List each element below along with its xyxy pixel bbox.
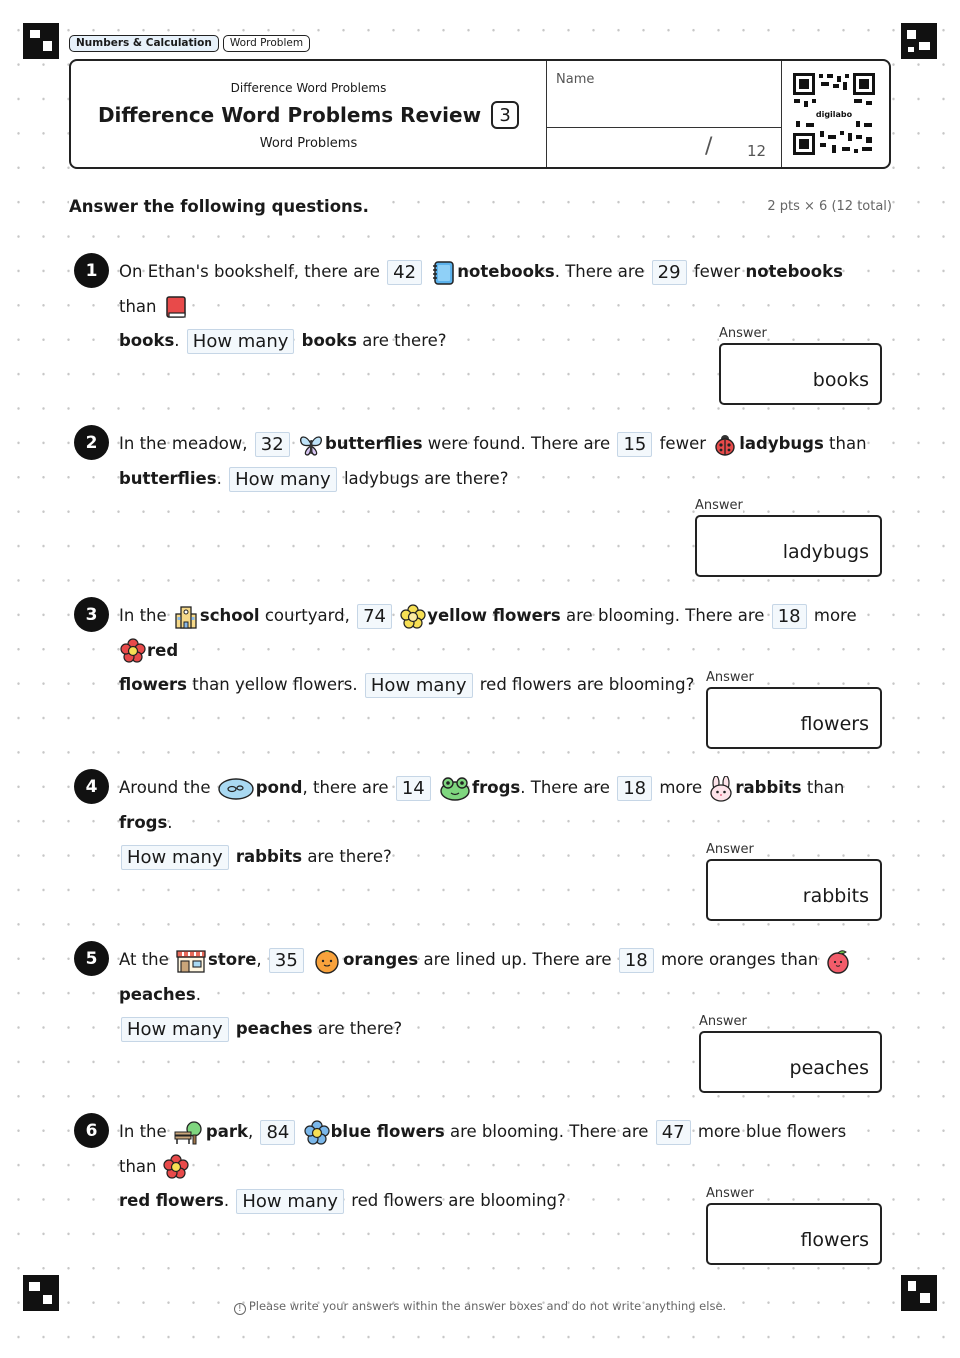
- answer-label: Answer: [695, 498, 743, 513]
- yellow-flower-icon: [400, 604, 426, 630]
- number-box: 47: [656, 1120, 691, 1145]
- worksheet-number: 3: [491, 101, 519, 129]
- answer-box[interactable]: [699, 1031, 882, 1093]
- red-flower-icon: [120, 638, 146, 664]
- number-box: 18: [619, 948, 654, 973]
- park-icon: [173, 1120, 205, 1146]
- qr-text: digilabo: [815, 110, 853, 119]
- answer-unit: peaches: [789, 1057, 869, 1079]
- answer-box[interactable]: [719, 343, 882, 405]
- tag-category: Numbers & Calculation: [69, 35, 219, 52]
- book-icon: [163, 294, 189, 320]
- number-box: 84: [260, 1120, 295, 1145]
- name-label: Name: [556, 72, 595, 87]
- answer-unit: flowers: [800, 1229, 869, 1251]
- how-many-box: How many: [229, 467, 337, 492]
- question-text: In the meadow, 32 butterflies were found. There are 15 fewer ladybugs than butterflies. How many ladybugs are there?: [119, 427, 879, 496]
- name-score-block: [546, 61, 782, 167]
- title-block: [71, 61, 546, 167]
- pond-icon: [217, 776, 255, 802]
- question-text: In the park, 84 blue flowers are blooming. There are 47 more blue flowers than red flowers. How many red flowers are blooming?: [119, 1115, 879, 1219]
- peach-icon: [825, 948, 851, 974]
- answer-label: Answer: [706, 1186, 754, 1201]
- corner-marker-top-right: [901, 23, 937, 59]
- how-many-box: How many: [187, 329, 295, 354]
- question-text: At the store, 35 oranges are lined up. There are 18 more oranges than peaches. How many peaches are there?: [119, 943, 879, 1047]
- score-slash: /: [705, 134, 713, 159]
- answer-box[interactable]: [695, 515, 882, 577]
- number-box: 32: [255, 432, 290, 457]
- info-icon: !: [234, 1303, 246, 1315]
- number-box: 29: [652, 260, 687, 285]
- answer-label: Answer: [706, 842, 754, 857]
- answer-unit: ladybugs: [782, 541, 869, 563]
- rabbit-icon: [708, 776, 734, 802]
- worksheet-header: [69, 59, 891, 169]
- footer-note: [0, 1299, 960, 1315]
- answer-unit: flowers: [800, 713, 869, 735]
- question-number: 1: [74, 253, 109, 288]
- footer-text: Please write your answers within the answer boxes and do not write anything else.: [248, 1299, 727, 1313]
- frog-icon: [439, 776, 471, 802]
- question-text: On Ethan's bookshelf, there are 42 notebooks. There are 29 fewer notebooks than books. How many books are there?: [119, 255, 879, 359]
- question-number: 6: [74, 1113, 109, 1148]
- worksheet-subtitle: Difference Word Problems: [230, 81, 387, 95]
- points-info: 2 pts × 6 (12 total): [767, 199, 892, 214]
- instructions: Answer the following questions.: [69, 197, 373, 216]
- number-box: 35: [269, 948, 304, 973]
- worksheet-title-row: [71, 101, 546, 129]
- how-many-box: How many: [365, 673, 473, 698]
- ladybug-icon: [712, 432, 738, 458]
- school-icon: [173, 604, 199, 630]
- number-box: 74: [357, 604, 392, 629]
- corner-marker-top-left: [23, 23, 59, 59]
- number-box: 15: [617, 432, 652, 457]
- answer-label: Answer: [706, 670, 754, 685]
- answer-box[interactable]: [706, 859, 882, 921]
- answer-label: Answer: [699, 1014, 747, 1029]
- red-flower-icon: [163, 1154, 189, 1180]
- how-many-box: How many: [121, 845, 229, 870]
- notebook-icon: [430, 260, 456, 286]
- tag-list: [69, 35, 310, 52]
- name-divider: [547, 127, 781, 128]
- number-box: 18: [772, 604, 807, 629]
- orange-icon: [312, 948, 342, 974]
- score-total: 12: [747, 142, 767, 160]
- answer-box[interactable]: [706, 687, 882, 749]
- tag-type: Word Problem: [223, 35, 310, 52]
- worksheet-category: Word Problems: [259, 136, 358, 151]
- question-text: Around the pond, there are 14 frogs. There are 18 more rabbits than frogs. How many rabbits are there?: [119, 771, 879, 875]
- worksheet-title: Difference Word Problems Review: [97, 103, 482, 127]
- number-box: 42: [387, 260, 422, 285]
- answer-box[interactable]: [706, 1203, 882, 1265]
- answer-label: Answer: [719, 326, 767, 341]
- number-box: 18: [617, 776, 652, 801]
- answer-unit: books: [812, 369, 869, 391]
- question-number: 2: [74, 425, 109, 460]
- question-number: 4: [74, 769, 109, 804]
- question-number: 3: [74, 597, 109, 632]
- answer-unit: rabbits: [802, 885, 869, 907]
- qr-code-icon: [791, 71, 877, 157]
- question-text: In the school courtyard, 74 yellow flowers are blooming. There are 18 more red flowers than yellow flowers. How many red flowers are blooming?: [119, 599, 879, 703]
- question-number: 5: [74, 941, 109, 976]
- number-box: 14: [396, 776, 431, 801]
- store-icon: [175, 948, 207, 974]
- how-many-box: How many: [121, 1017, 229, 1042]
- butterfly-icon: [298, 432, 324, 458]
- blue-flower-icon: [304, 1120, 330, 1146]
- how-many-box: How many: [236, 1189, 344, 1214]
